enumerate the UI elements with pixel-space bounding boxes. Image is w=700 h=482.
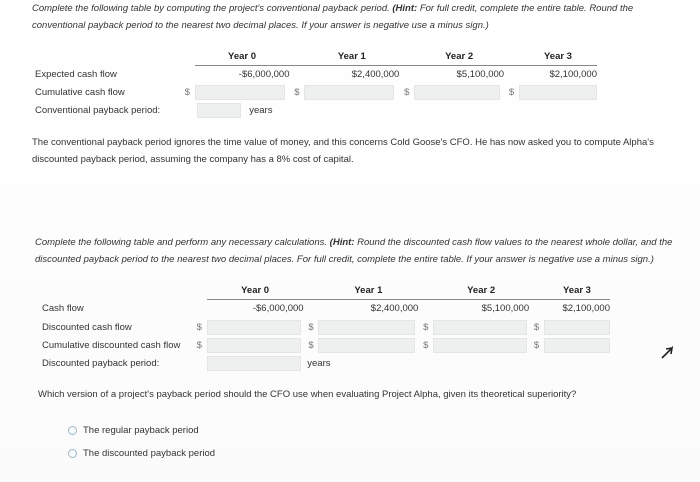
currency-symbol: $: [294, 86, 300, 98]
expected-cash-flow-year-3: $2,100,000: [549, 68, 597, 80]
conventional-payback-label: Conventional payback period:: [35, 104, 161, 116]
header-year-3: Year 3: [544, 282, 610, 299]
part2-instructions-text: Complete the following table and perform any necessary calculations.: [35, 237, 328, 248]
currency-symbol: $: [533, 339, 540, 351]
currency-symbol: $: [404, 86, 410, 98]
discounted-year-1-input[interactable]: [318, 320, 415, 335]
header-year-2: Year 2: [433, 282, 529, 299]
expected-cash-flow-year-2: $5,100,000: [456, 68, 505, 80]
cumulative-discounted-year-3-input[interactable]: [544, 338, 610, 353]
cumulative-year-2-input[interactable]: [414, 85, 500, 100]
discounted-year-2-input[interactable]: [433, 320, 527, 335]
option-label: The regular payback period: [83, 425, 199, 436]
part1-instructions-text: Complete the following table by computing the project's conventional payback period.: [32, 3, 390, 14]
radio-button[interactable]: [68, 449, 77, 458]
cash-flow-year-2: $5,100,000: [481, 303, 530, 315]
header-year-2: Year 2: [414, 48, 504, 65]
option-label: The discounted payback period: [83, 448, 216, 459]
currency-symbol: $: [508, 86, 515, 98]
currency-symbol: $: [423, 321, 429, 333]
cumulative-discounted-year-2-input[interactable]: [433, 338, 527, 353]
currency-symbol: $: [196, 339, 202, 351]
table-row: [35, 83, 597, 101]
option-discounted-payback[interactable]: [68, 448, 215, 459]
table-row: [35, 101, 597, 119]
conventional-payback-input[interactable]: [197, 103, 241, 118]
part2-instructions: [35, 234, 685, 268]
payback-version-question: Which version of a project's payback period should the CFO use when evaluating Project Alpha, given its theoretical superiority?: [38, 389, 577, 400]
part1-instructions: [32, 0, 682, 34]
part1-hint-text: For full credit, complete the entire table. Round the conventional payback period to the nearest two decimal places. If your answer is negative use a minus sign.): [32, 3, 634, 31]
years-unit: years: [307, 357, 331, 369]
currency-symbol: $: [423, 339, 429, 351]
conventional-payback-table: [35, 48, 597, 119]
cash-flow-year-1: $2,400,000: [370, 303, 419, 315]
cash-flow-label: Cash flow: [42, 303, 84, 314]
cash-flow-year-0: -$6,000,000: [252, 303, 304, 315]
currency-symbol: $: [308, 339, 314, 351]
header-year-0: Year 0: [195, 48, 290, 65]
cumulative-year-0-input[interactable]: [195, 85, 285, 100]
table-row: [42, 336, 610, 354]
discounted-cash-flow-label: Discounted cash flow: [42, 321, 132, 333]
discounted-payback-label: Discounted payback period:: [42, 357, 160, 369]
radio-button[interactable]: [68, 426, 77, 435]
discounted-year-3-input[interactable]: [544, 320, 610, 335]
part2-hint-text: Round the discounted cash flow values to the nearest whole dollar, and the discounted payback period to the nearest two decimal places. For full credit, complete the entire table. If your answer is negative use a minus sign.): [35, 237, 673, 265]
part1-hint-label: (Hint:: [392, 3, 418, 14]
expected-cash-flow-year-1: $2,400,000: [351, 68, 400, 80]
years-unit: years: [249, 104, 273, 116]
discounted-payback-table: [42, 282, 610, 372]
currency-symbol: $: [533, 321, 540, 333]
cash-flow-year-3: $2,100,000: [562, 303, 610, 315]
table-row: [42, 299, 610, 318]
cumulative-discounted-year-0-input[interactable]: [207, 338, 301, 353]
table-row: [42, 318, 610, 336]
cumulative-year-1-input[interactable]: [304, 85, 394, 100]
header-year-0: Year 0: [207, 282, 304, 299]
currency-symbol: $: [308, 321, 314, 333]
table-row: [42, 354, 610, 372]
header-year-1: Year 1: [304, 48, 399, 65]
cumulative-discounted-year-1-input[interactable]: [318, 338, 415, 353]
expected-cash-flow-year-0: -$6,000,000: [238, 68, 290, 80]
currency-symbol: $: [184, 86, 190, 98]
discounted-year-0-input[interactable]: [207, 320, 301, 335]
expected-cash-flow-label: Expected cash flow: [35, 68, 117, 80]
header-year-1: Year 1: [318, 282, 418, 299]
cumulative-discounted-label: Cumulative discounted cash flow: [42, 339, 181, 351]
currency-symbol: $: [196, 321, 202, 333]
header-year-3: Year 3: [519, 48, 597, 65]
mouse-cursor-icon: [660, 346, 674, 360]
discounted-payback-input[interactable]: [207, 356, 301, 371]
cumulative-year-3-input[interactable]: [519, 85, 597, 100]
part2-hint-label: (Hint:: [329, 237, 355, 248]
cumulative-cash-flow-label: Cumulative cash flow: [35, 86, 125, 98]
table-row: [35, 65, 597, 83]
option-regular-payback[interactable]: [68, 425, 199, 436]
cfo-concern-text: The conventional payback period ignores the time value of money, and this concerns Cold Goose's CFO. He has now asked you to compute Alpha's discounted payback period, assuming the company has a 8% cost of capital.: [32, 137, 654, 165]
